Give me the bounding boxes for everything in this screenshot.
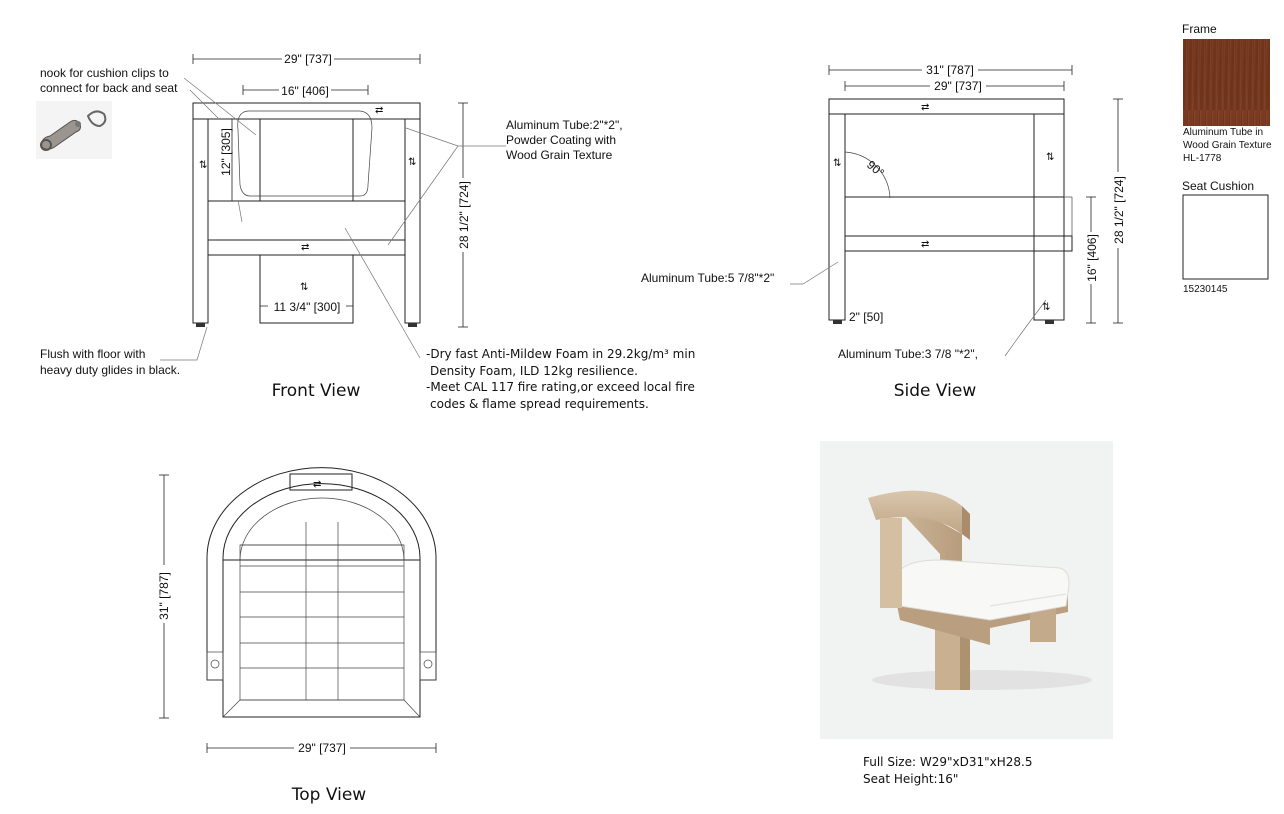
cushion-code: 15230145 [1183,284,1228,295]
side-view [641,62,1126,401]
clip-note-line1: nook for cushion clips to [40,66,169,80]
side-height-label: 28 1/2" [724] [1112,176,1126,244]
front-seat-depth-label: 11 3/4" [300] [273,300,341,314]
seat-height-label: Seat Height:16" [863,772,959,786]
cushion-label: Seat Cushion [1182,179,1255,193]
top-view [157,468,436,805]
side-dim-seat [1084,197,1099,323]
side-tube-small: Aluminum Tube:5 7/8"*2" [641,271,775,285]
front-width-label: 29" [737] [284,52,332,66]
cushion-swatch [1183,195,1268,279]
cushion-clip-image [36,101,112,159]
svg-text:⇅: ⇅ [408,157,417,168]
side-tube-large: Aluminum Tube:3 7/8 "*2", [838,347,978,361]
full-size-label: Full Size: W29"xD31"xH28.5 [863,755,1033,769]
front-dim-arm [219,119,233,201]
frame-desc-line1: Aluminum Tube in [1183,127,1264,138]
front-arm-label: 12" [305] [219,128,233,176]
front-view-title: Front View [271,381,361,401]
front-back-label: 16" [406] [281,84,329,98]
side-seat-label: 16" [406] [1085,234,1099,282]
svg-text:⇅: ⇅ [1046,152,1055,163]
side-leg-label: 2" [50] [849,310,884,324]
side-angle-label: 90° [864,157,887,180]
side-inner-label: 29" [737] [934,79,982,93]
top-dim-depth [157,475,171,718]
svg-text:⇅: ⇅ [199,160,208,171]
front-dim-back [243,83,368,98]
frame-code: HL-1778 [1183,153,1222,164]
foam-note-line3: -Meet CAL 117 fire rating,or exceed local fire [426,380,695,394]
tube-note-line2: Powder Coating with [506,133,617,147]
side-dim-inner [845,78,1064,93]
svg-text:⇄: ⇄ [375,105,384,116]
svg-text:⇄: ⇄ [921,239,930,250]
side-depth-label: 31" [787] [926,63,974,77]
svg-text:⇄: ⇄ [313,479,322,490]
front-dim-width [193,51,420,66]
tube-note-line3: Wood Grain Texture [506,148,613,162]
front-dim-height [456,103,471,327]
frame-desc-line2: Wood Grain Texture [1183,140,1272,151]
foam-note-line1: -Dry fast Anti-Mildew Foam in 29.2kg/m³ min [426,347,696,361]
svg-text:⇅: ⇅ [1042,302,1051,313]
frame-label: Frame [1182,22,1217,36]
svg-text:⇅: ⇅ [833,158,842,169]
side-view-title: Side View [893,381,977,401]
top-view-title: Top View [291,785,367,805]
front-height-label: 28 1/2" [724] [457,181,471,249]
clip-note-line2: connect for back and seat [40,81,178,95]
top-dim-width [207,741,436,755]
floor-note-line2: heavy duty glides in black. [40,363,181,377]
side-dim-height [1111,99,1126,323]
svg-text:⇅: ⇅ [300,282,309,293]
finish-panel [1182,22,1272,295]
svg-text:⇄: ⇄ [301,242,310,253]
front-dim-seat-depth [260,299,353,314]
foam-note-line2: Density Foam, ILD 12kg resilience. [430,364,638,378]
top-depth-label: 31" [787] [157,572,171,620]
top-width-label: 29" [737] [298,741,346,755]
chair-render-image [820,441,1113,739]
svg-text:⇄: ⇄ [921,102,930,113]
side-dim-depth [829,62,1072,77]
floor-note-line1: Flush with floor with [40,347,146,361]
frame-swatch [1183,39,1270,126]
tube-note-line1: Aluminum Tube:2"*2", [506,118,623,132]
foam-note-line4: codes & flame spread requirements. [430,397,649,411]
